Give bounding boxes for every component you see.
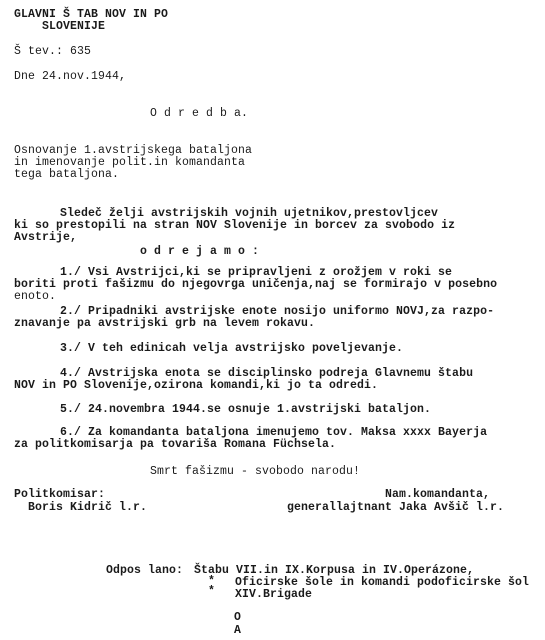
commander-name: generallajtnant Jaka Avšič l.r. [287,501,505,514]
point-1-line-1: 1./ Vsi Avstrijci,ki se pripravljeni z orožjem v roki se [60,266,453,279]
distribution-mark-1: * [208,575,216,588]
footer-mark: O [234,611,242,624]
politkomisar-role: Politkomisar: [14,488,106,501]
subject-line-1: Osnovanje 1.avstrijskega bataljona [14,144,253,157]
point-1-line-3: enoto. [14,290,57,303]
preamble-line-1: Sledeč želji avstrijskih vojnih ujetnikov,prestovljcev [60,207,439,220]
distribution-line-2: Oficirske šole in komandi podoficirske šol [235,576,530,589]
point-2-line-2: znavanje pa avstrijski grb na levem rokavu. [14,317,316,330]
header-line-2: SLOVENIJE [42,20,106,33]
distribution-line-1: Štabu VII.in IX.Korpusa in IV.Operázone, [194,564,475,577]
closing-slogan: Smrt fašizmu - svobodo narodu! [150,465,361,478]
distribution-label: Odpos lano: [106,564,184,577]
distribution-mark-2: * [208,585,216,598]
point-4-line-2: NOV in PO Slovenije,ozirona komandi,ki jo ta odredi. [14,379,379,392]
document-title: O d r e d b a. [150,107,249,120]
point-6-line-1: 6./ Za komandanta bataljona imenujemo tov. Maksa xxxx Bayerja [60,426,488,439]
subject-line-3: tega bataljona. [14,168,120,181]
commander-role: Nam.komandanta, [385,488,491,501]
subject-line-2: in imenovanje polit.in komandanta [14,156,246,169]
point-4-line-1: 4./ Avstrijska enota se disciplinsko podreja Glavnemu štabu [60,367,474,380]
header-line-1: GLAVNI Š TAB NOV IN PO [14,8,169,21]
document-date: Dne 24.nov.1944, [14,70,127,83]
point-6-line-2: za politkomisarja pa tovariša Romana Füchsela. [14,438,337,451]
point-1-line-2: boriti proti fašizmu do njegovrga uničenja,naj se formirajo v posebno [14,278,498,291]
point-2-line-1: 2./ Pripadniki avstrijske enote nosijo uniformo NOVJ,za razpo- [60,305,495,318]
point-3: 3./ V teh edinicah velja avstrijsko poveljevanje. [60,342,404,355]
point-5: 5./ 24.novembra 1944.se osnuje 1.avstrijski bataljon. [60,403,432,416]
preamble-line-2: ki so prestopili na stran NOV Slovenije in borcev za svobodo iz [14,219,456,232]
reference-number: Š tev.: 635 [14,45,92,58]
footer-mark-2: A [234,624,242,637]
order-word: o d r e j a m o : [140,245,260,258]
politkomisar-name: Boris Kidrič l.r. [28,501,148,514]
distribution-line-3: XIV.Brigade [235,588,313,601]
preamble-line-3: Avstrije, [14,231,78,244]
